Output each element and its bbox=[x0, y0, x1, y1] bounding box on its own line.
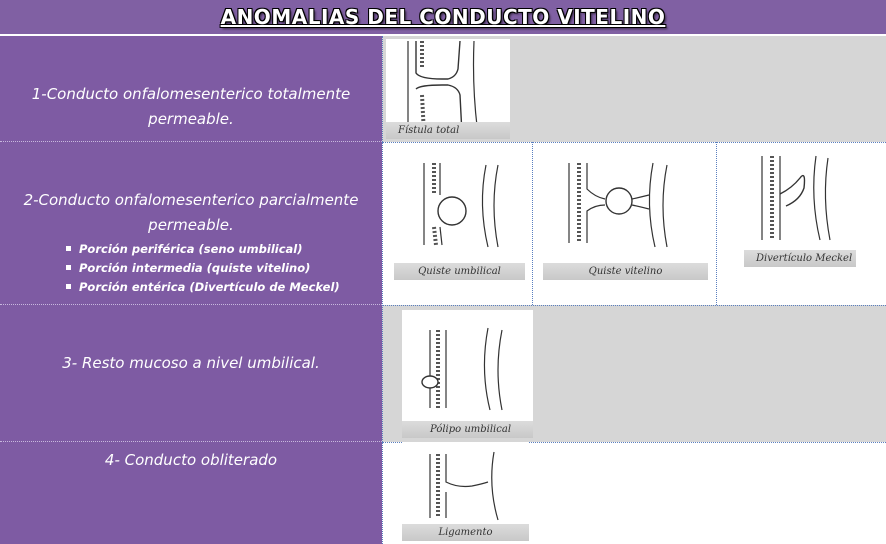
row-2-text: 2-Conducto onfalomesenterico parcialmente permeable. bbox=[23, 191, 359, 234]
figure-fistula-total bbox=[386, 39, 510, 139]
figure-caption: Pólipo umbilical bbox=[402, 421, 533, 438]
bullet-item: Porción periférica (seno umbilical) bbox=[66, 240, 372, 259]
bullet-item: Porción intermedia (quiste vitelino) bbox=[66, 259, 372, 278]
polipo-illustration bbox=[402, 310, 533, 438]
page-title: ANOMALIAS DEL CONDUCTO VITELINO bbox=[220, 5, 666, 29]
figure-caption: Ligamento bbox=[402, 524, 529, 541]
grid-line bbox=[716, 142, 717, 305]
row-2-label bbox=[0, 142, 382, 305]
figure-ligamento bbox=[402, 442, 529, 541]
row-4-text: 4- Conducto obliterado bbox=[104, 451, 278, 469]
row-1-text: 1-Conducto onfalomesenterico totalmente permeable. bbox=[31, 85, 351, 128]
figure-caption: Fístula total bbox=[386, 122, 510, 139]
figure-caption: Divertículo Meckel bbox=[744, 250, 856, 267]
row-2-bullets bbox=[10, 240, 372, 297]
labels-column bbox=[0, 36, 382, 544]
grid-line bbox=[382, 305, 886, 306]
figure-caption: Quiste umbilical bbox=[394, 263, 525, 280]
figure-diverticulo-meckel bbox=[744, 148, 886, 273]
title-bar bbox=[0, 0, 886, 36]
grid-line bbox=[382, 36, 383, 544]
grid-line bbox=[532, 142, 533, 305]
figure-caption: Quiste vitelino bbox=[543, 263, 708, 280]
quiste-vitelino-illustration bbox=[543, 155, 708, 280]
bullet-item: Porción entérica (Divertículo de Meckel) bbox=[66, 278, 372, 297]
grid-line bbox=[382, 142, 886, 143]
row-3-text: 3- Resto mucoso a nivel umbilical. bbox=[62, 354, 320, 372]
quiste-umbilical-illustration bbox=[394, 155, 525, 280]
row-4-label bbox=[0, 442, 382, 544]
row-1-label bbox=[0, 36, 382, 142]
figure-quiste-vitelino bbox=[543, 155, 708, 280]
row-3-label bbox=[0, 305, 382, 442]
figure-polipo-umbilical bbox=[402, 310, 533, 438]
figure-quiste-umbilical bbox=[394, 155, 525, 280]
